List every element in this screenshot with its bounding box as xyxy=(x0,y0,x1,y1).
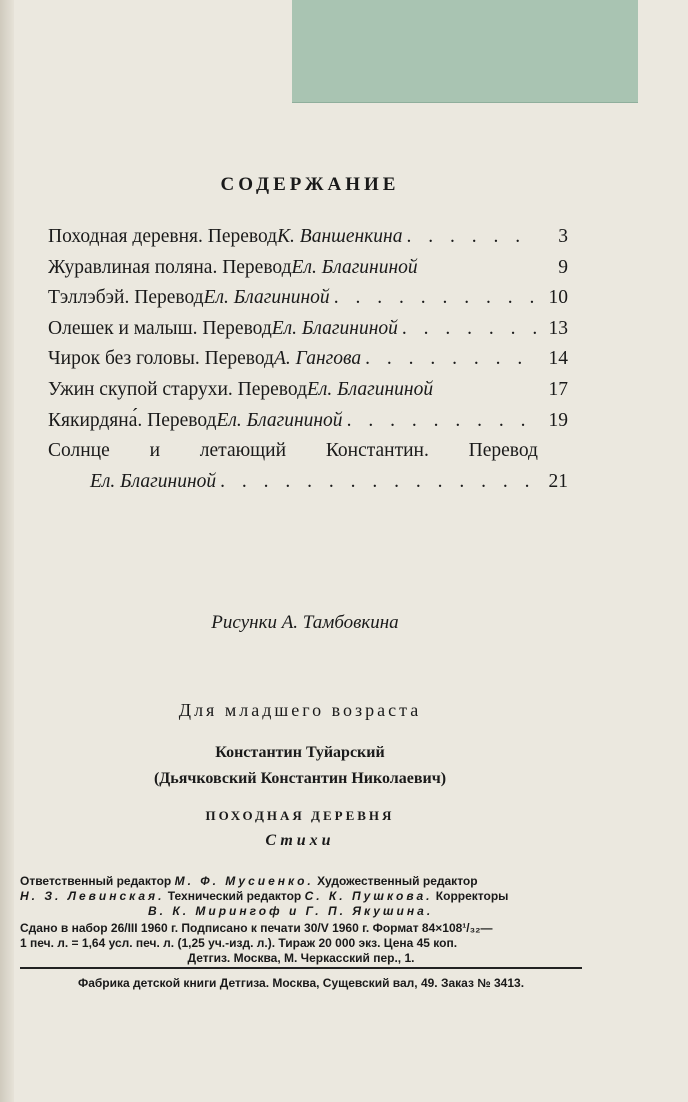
toc-entry-title: Походная деревня. Перевод xyxy=(48,226,278,247)
genre-label: Стихи xyxy=(265,832,335,849)
title-word: Солнце xyxy=(48,440,110,462)
imprint-publisher-address: Детгиз. Москва, М. Черкасский пер., 1. xyxy=(187,951,415,965)
title-word: Перевод xyxy=(468,440,538,462)
toc-dot-leader xyxy=(330,287,538,309)
imprint-editor-name: С. К. Пушкова. xyxy=(304,889,433,903)
illustrator-credit: Рисунки А. Тамбовкина xyxy=(211,612,399,633)
toc-entry-page: 19 xyxy=(548,409,568,431)
title-word: летающий xyxy=(199,440,287,462)
toc-entry-page: 21 xyxy=(548,470,568,492)
imprint-correctors: В. К. Мирингоф и Г. П. Якушина. xyxy=(148,904,434,918)
imprint-text: Технический редактор xyxy=(164,889,305,903)
toc-entry xyxy=(48,257,568,288)
toc-entry-translator: К. Ваншенкина xyxy=(277,226,403,247)
toc-entry-translator: Ел. Благининой xyxy=(291,256,418,278)
imprint-text: Сдано в набор 26/III 1960 г. Подписано к печати 30/V 1960 г. Формат 84×108¹/₃₂— xyxy=(20,921,493,935)
toc-entry-multiline-second xyxy=(48,471,568,502)
toc-entry-translator: Ел. Благининой xyxy=(271,317,398,339)
toc-entry xyxy=(48,287,568,318)
book-title: ПОХОДНАЯ ДЕРЕВНЯ xyxy=(205,808,395,823)
toc-dot-leader xyxy=(216,471,538,493)
toc-entry xyxy=(48,348,568,379)
contents-heading: СОДЕРЖАНИЕ xyxy=(220,174,400,195)
toc-entry-page: 17 xyxy=(548,378,568,400)
toc-dot-leader xyxy=(361,348,538,370)
toc-entry-page: 9 xyxy=(558,256,568,278)
toc-entry-title: Чирок без головы. Перевод xyxy=(48,348,274,370)
title-word: Константин. xyxy=(325,440,429,462)
toc-entry xyxy=(48,410,568,441)
toc-entry-page: 3 xyxy=(558,226,568,247)
imprint-line xyxy=(20,921,588,936)
imprint-editor-name: М. Ф. Мусиенко. xyxy=(174,874,314,888)
imprint-text: Художественный редактор xyxy=(313,874,478,888)
imprint-line xyxy=(20,936,588,951)
toc-entry xyxy=(48,226,568,257)
toc-dot-leader xyxy=(402,226,538,248)
title-word: и xyxy=(149,440,160,462)
imprint-editor-name: Н. З. Левинская. xyxy=(20,889,165,903)
toc-entry-translator: Ел. Благининой xyxy=(306,378,434,400)
imprint-text: 1 печ. л. = 1,64 усл. печ. л. (1,25 уч.-изд. л.). Тираж 20 000 экз. Цена 45 коп. xyxy=(20,936,458,950)
toc-entry-translator: Ел. Благининой xyxy=(90,470,217,492)
toc-entry xyxy=(48,379,568,410)
attached-paper-slip xyxy=(292,0,638,103)
toc-entry-title: Журавлиная поляна. Перевод xyxy=(48,256,292,278)
toc-entry-title: Тэллэбэй. Перевод xyxy=(48,287,204,309)
imprint-text: Ответственный редактор xyxy=(20,874,175,888)
toc-entry-title: Олешек и малыш. Перевод xyxy=(48,317,272,339)
toc-dot-leader xyxy=(343,410,538,432)
toc-dot-leader xyxy=(398,318,538,340)
toc-entry-translator: Ел. Благининой xyxy=(203,287,330,309)
imprint-line xyxy=(20,874,588,889)
imprint-line xyxy=(20,889,588,904)
imprint-line xyxy=(20,951,582,966)
imprint-line xyxy=(20,904,588,919)
toc-entry-multiline-first xyxy=(48,440,568,471)
toc-entry-title xyxy=(48,440,568,462)
author-real-name: (Дьячковский Константин Николаевич) xyxy=(153,770,447,787)
imprint-text: Корректоры xyxy=(432,889,509,903)
toc-entry-page: 14 xyxy=(548,348,568,370)
page-edge-shadow xyxy=(0,0,14,1102)
toc-entry-translator: Ел. Благининой xyxy=(216,409,343,431)
toc-entry-title: Кякирдяна́. Перевод xyxy=(48,409,217,431)
table-of-contents xyxy=(48,226,568,501)
toc-entry-page: 13 xyxy=(548,317,568,339)
toc-entry-title: Ужин скупой старухи. Перевод xyxy=(48,378,307,400)
toc-entry-page: 10 xyxy=(548,287,568,309)
divider-rule xyxy=(20,967,582,969)
author-name: Константин Туйарский xyxy=(215,744,385,761)
printing-factory: Фабрика детской книги Детгиза. Москва, Сущевский вал, 49. Заказ № 3413. xyxy=(77,976,525,990)
toc-entry xyxy=(48,318,568,349)
audience-label: Для младшего возраста xyxy=(178,700,422,720)
toc-entry-translator: А. Гангова xyxy=(273,348,362,370)
